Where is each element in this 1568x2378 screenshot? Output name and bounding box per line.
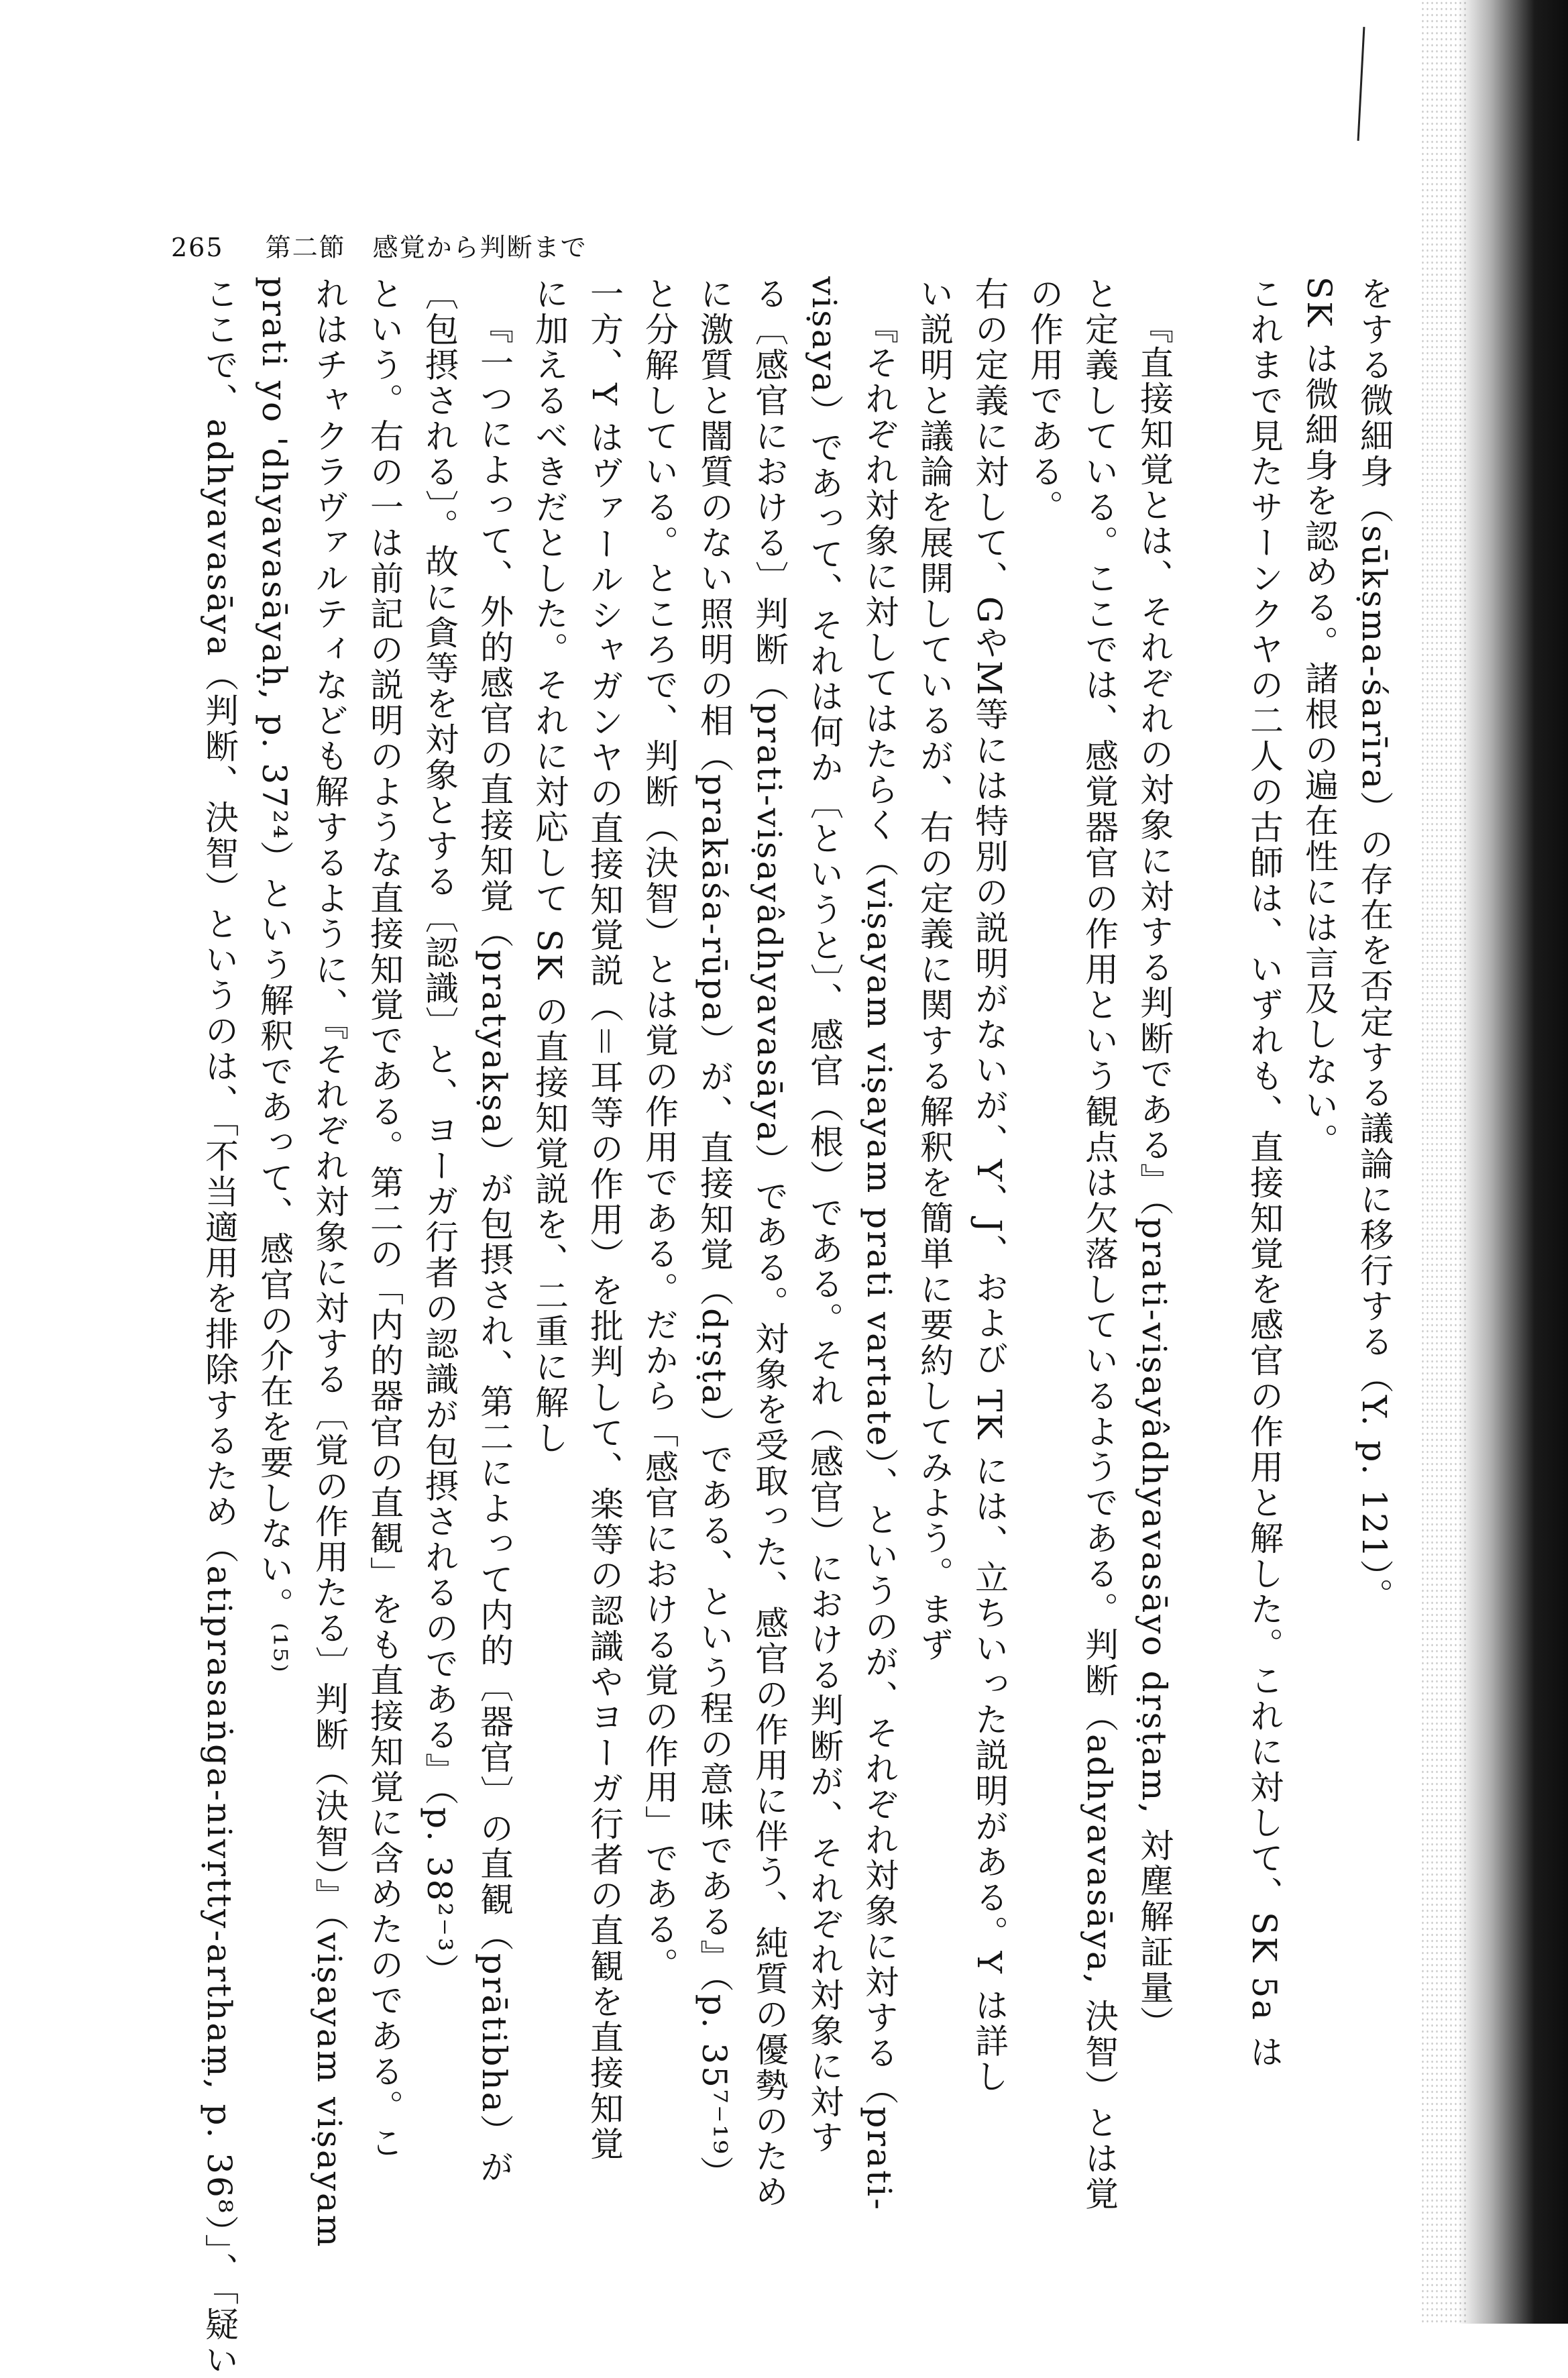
text-line: viṣaya）であって、それは何か〔というと〕、感官（根）である。それ（感官）における判断が、それぞれ対象に対す [805,276,844,2155]
text-line: と定義している。ここでは、感覚器官の作用という観点は欠落しているようである。判断（adhyavasāya, 決智）とは覚 [1080,276,1119,2212]
text-line: 『それぞれ対象に対してはたらく（viṣayam viṣayam prati vartate）、というのが、それぞれ対象に対する（prati- [860,310,899,2212]
text-line: に激質と闇質のない照明の相（prakāśa-rūpa）が、直接知覚（dṛṣṭa）である、という程の意味である』（p. 35⁷⁻¹⁹） [695,276,734,2192]
section-title: 第二節 感覚から判断まで [265,233,587,262]
text-line: 『一つによって、外的感官の直接知覚（pratyakṣa）が包摂され、第二によって内的〔器官〕の直観（prātibha）が [475,310,514,2185]
text-line: という。右の一は前記の説明のような直接知覚である。第二の「内的器官の直観」をも直接知覚に含めたのである。こ [365,276,404,2161]
text-line: の作用である。 [1025,276,1064,525]
scan-edge-mark [1357,27,1365,141]
running-head [171,227,587,264]
text-line: これまで見たサーンクヤの二人の古師は、いずれも、直接知覚を感官の作用と解した。これに対して、SK 5a は [1245,276,1284,2071]
text-line: 『直接知覚とは、それぞれの対象に対する判断である』（prati-viṣayâdhyavasāyo dṛṣṭam, 対塵解証量） [1135,310,1174,2042]
scan-edge-shadow [1457,0,1568,2324]
text-line: 右の定義に対して、GやM等には特別の説明がないが、Y、J、および TK には、立ちいった説明がある。Y は詳し [970,276,1009,2095]
text-line: れはチャクラヴァルティなども解するように、『それぞれ対象に対する〔覚の作用たる〕判断（決智）』（viṣayam viṣayam [310,276,349,2249]
page-number: 265 [171,233,224,262]
text-line: 〔包摂される〕。故に貪等を対象とする〔認識〕と、ヨーガ行者の認識が包摂されるのである』（p. 38²⁻³） [420,276,459,1989]
text-line: SK は微細身を認める。諸根の遍在性には言及しない。 [1300,276,1339,1159]
text-line: と分解している。ところで、判断（決智）とは覚の作用である。だから「感官における覚の作用」である。 [640,276,679,1983]
text-line: に加えるべきだとした。それに対応して SK の直接知覚説を、二重に解し [530,276,569,1456]
text-line: prati yo 'dhyavasāyaḥ, p. 37²⁴）という解釈であって、感官の介在を要しない。⁽¹⁵⁾ [255,276,294,1674]
text-line: をする微細身（sūkṣma-śarīra）の存在を否定する議論に移行する（Y. p. 121）。 [1355,276,1394,1614]
text-line: 一方、Y はヴァールシャガンヤの直接知覚説（＝耳等の作用）を批判して、楽等の認識やヨーガ行者の直観を直接知覚 [585,276,624,2162]
text-line: る〔感官における〕判断（prati-viṣayâdhyavasāya）である。対象を受取った、感官の作用に伴う、純質の優勢のため [750,276,789,2210]
body-text [200,276,1402,2378]
text-line: ここで、adhyavasāya（判断、決智）というのは、「不当適用を排除するため（atiprasaṅga-nivṛtty-arthaṃ, p. 36⁸）」、「疑い [200,276,239,2378]
text-line: い説明と議論を展開しているが、右の定義に関する解釈を簡単に要約してみよう。まず [915,276,954,1663]
